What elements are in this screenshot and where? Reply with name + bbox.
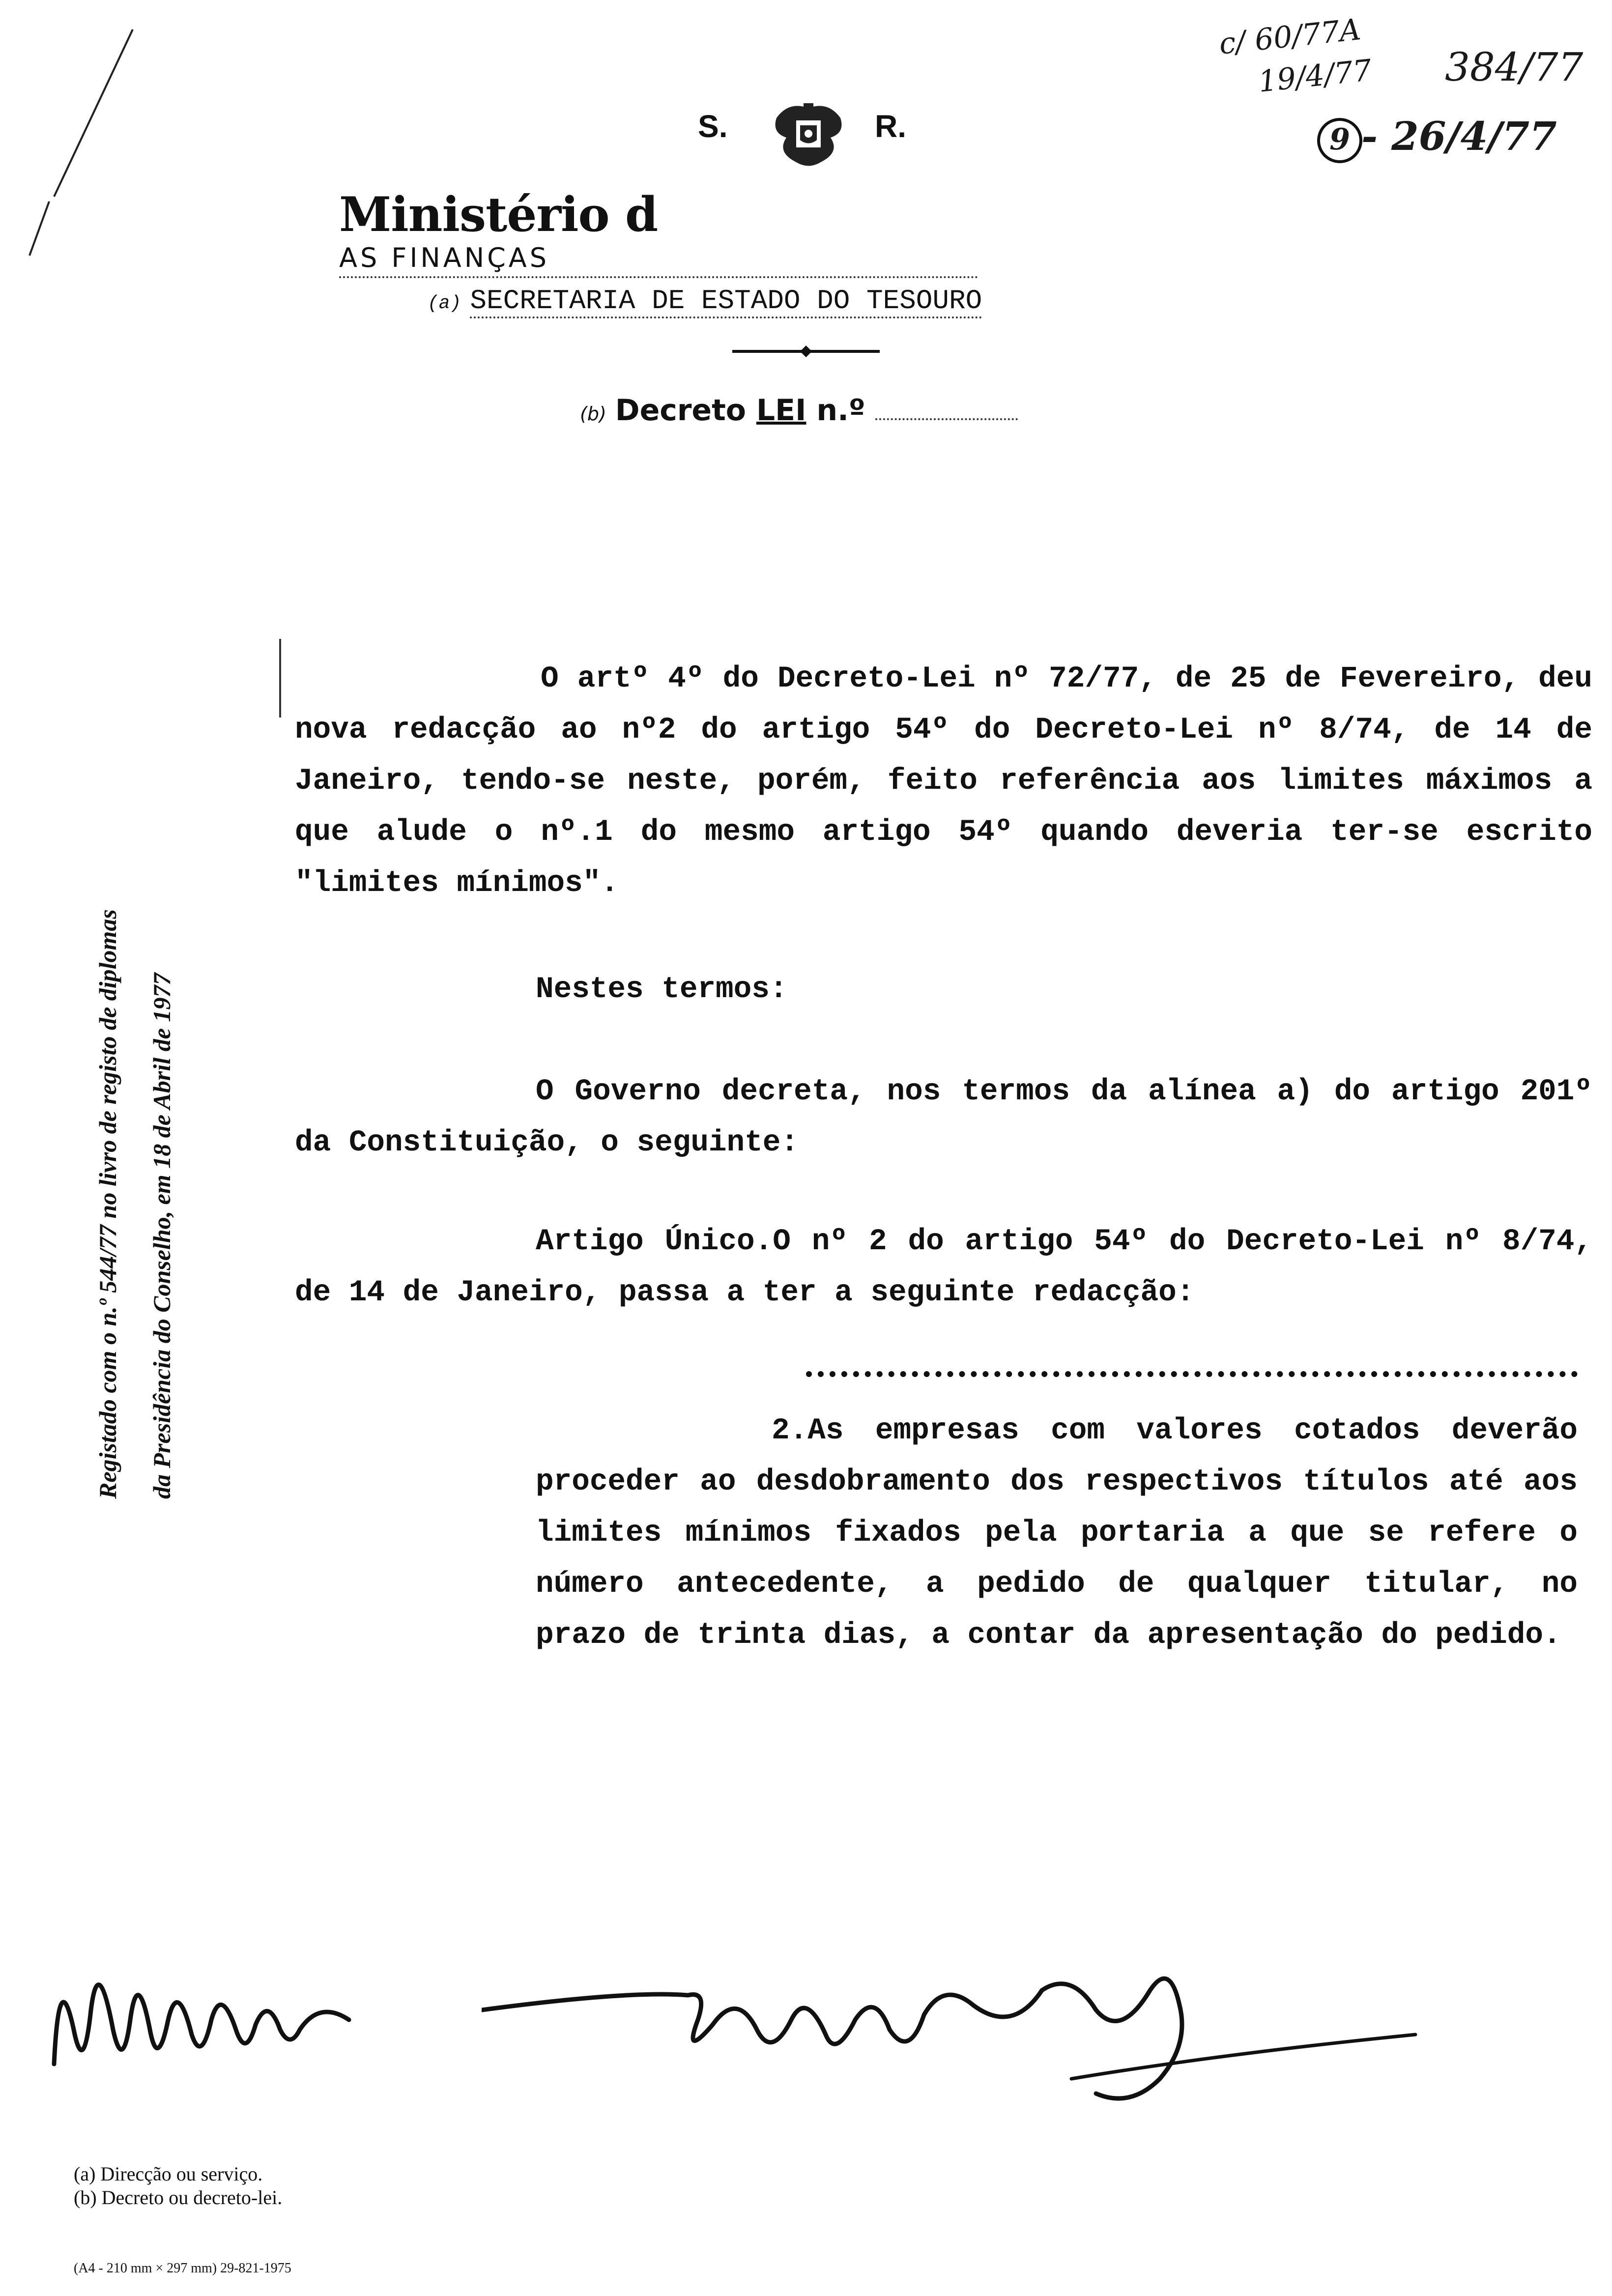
department-name: SECRETARIA DE ESTADO DO TESOURO	[470, 285, 982, 318]
ministry-name: AS FINANÇAS	[339, 242, 978, 278]
margin-note-line-2: da Presidência do Conselho, em 18 de Abril de 1977	[148, 973, 175, 1499]
footnotes	[74, 2162, 516, 2210]
form-code: (A4 - 210 mm × 297 mm) 29-821-1975	[74, 2261, 291, 2276]
preamble-paragraph: O artº 4º do Decreto-Lei nº 72/77, de 25 de Fevereiro, deu nova redacção ao nº2 do artigo 54º do Decreto-Lei nº 8/74, de 14 de Janeiro, tendo-se neste, porém, feito referência aos limites máximos a que alude o nº.1 do mesmo artigo 54º quando deveria ter-se escrito "limites mínimos".	[295, 662, 1592, 900]
annotation-date-2: - 26/4/77	[1361, 113, 1557, 159]
annotation-date: 19/4/77	[1256, 53, 1374, 99]
annotation-ref: c/ 60/77A	[1217, 12, 1363, 61]
decree-number-line	[580, 393, 1071, 432]
margin-note-line-1: Registado com o n.º 544/77 no livro de registo de diplomas	[94, 909, 121, 1499]
signature-left	[44, 1902, 388, 2108]
ministry-line	[339, 187, 1273, 273]
decree-clause: O Governo decreta, nos termos da alínea a) do artigo 201º da Constituição, o seguinte:	[295, 1075, 1592, 1160]
annotation-circled-number: 9	[1317, 118, 1362, 163]
department-tag: (a)	[428, 293, 461, 314]
margin-mark	[275, 639, 285, 835]
footnote-b: (b) Decreto ou decreto-lei.	[74, 2186, 283, 2209]
registry-annotation	[1219, 10, 1602, 172]
decree-tag: (b)	[580, 403, 606, 425]
sole-article: Artigo Único.O nº 2 do artigo 54º do Decreto-Lei nº 8/74, de 14 de Janeiro, passa a ter a seguinte redacção:	[295, 1225, 1592, 1310]
department-line	[428, 285, 1194, 324]
margin-stroke	[20, 20, 147, 265]
decree-number-blank	[875, 418, 1018, 420]
signature-right	[482, 1961, 1465, 2138]
decree-suffix: n.º	[806, 393, 865, 428]
amended-paragraph: 2.As empresas com valores cotados deverão proceder ao desdobramento dos respectivos títulos até aos limites mínimos fixados pela portaria a que se refere o número antecedente, a pedido de qualquer titular, no prazo de trinta dias, a contar da apresentação do pedido.	[536, 1414, 1578, 1652]
ministry-label: Ministério d	[339, 187, 658, 242]
registry-margin-note	[54, 604, 175, 1519]
decree-type: LEI	[756, 393, 806, 428]
dotted-separator	[806, 1361, 1578, 1377]
republic-header	[698, 98, 924, 167]
header-r: R.	[875, 109, 906, 144]
coat-of-arms-icon	[767, 98, 850, 172]
terms-heading: Nestes termos:	[536, 973, 788, 1006]
footnote-a: (a) Direcção ou serviço.	[74, 2163, 263, 2185]
ornamental-divider	[732, 344, 880, 359]
decree-prefix: Decreto	[615, 393, 756, 428]
annotation-number: 384/77	[1445, 44, 1583, 90]
header-s: S.	[698, 109, 728, 144]
